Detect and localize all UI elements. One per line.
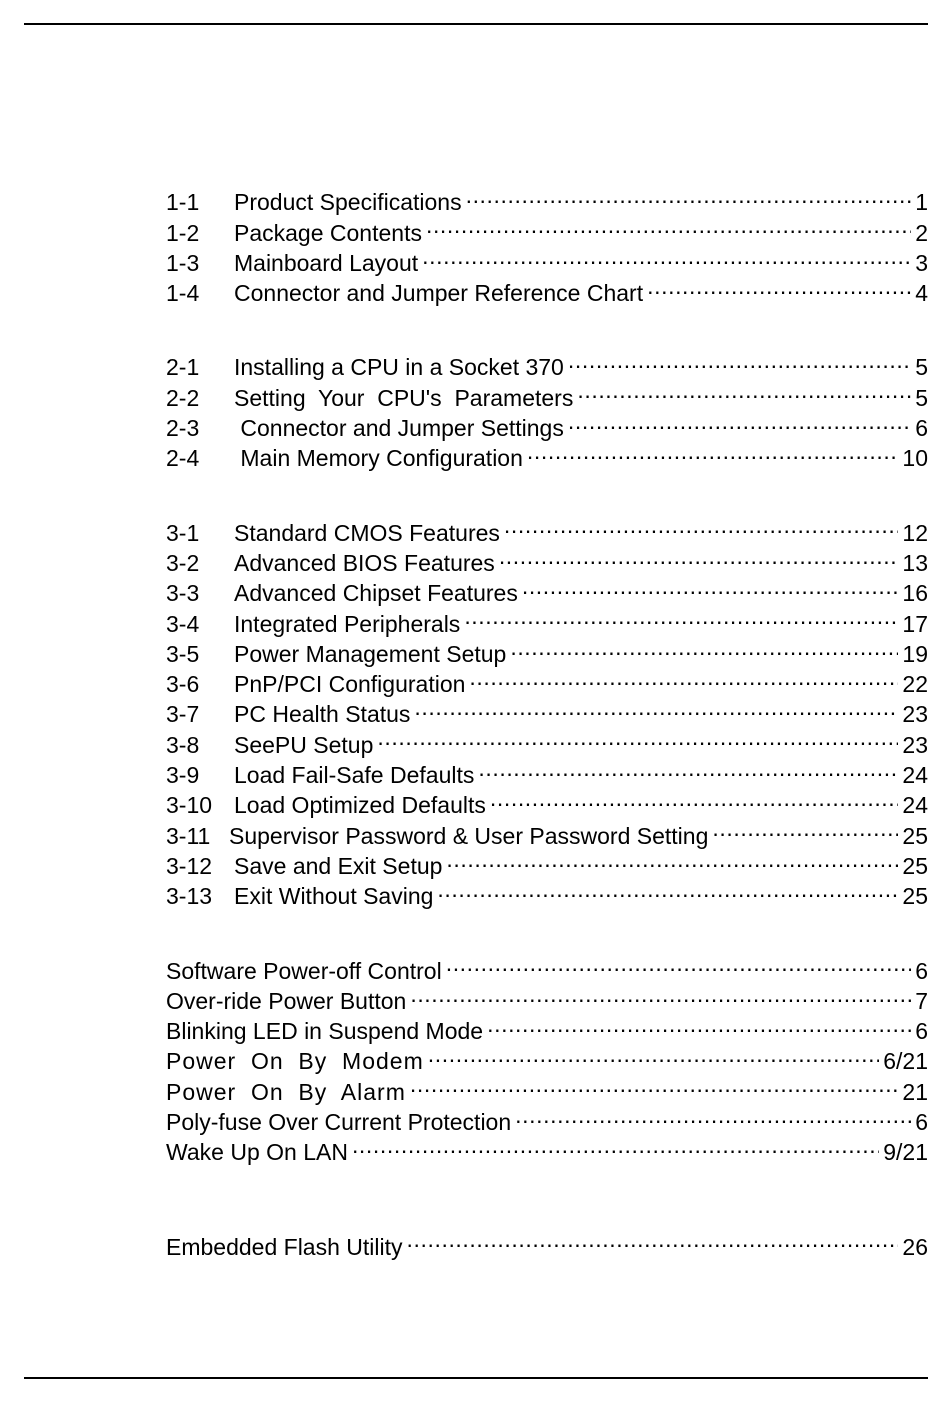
entry-page: 6 <box>915 415 928 442</box>
entry-title: Wake Up On LAN <box>166 1139 348 1166</box>
entry-page: 6 <box>915 957 928 984</box>
dot-leader <box>469 662 898 692</box>
dot-leader <box>437 874 898 904</box>
dot-leader <box>527 436 899 466</box>
entry-page: 5 <box>915 354 928 381</box>
dot-leader <box>407 1224 899 1254</box>
top-rule <box>24 23 928 25</box>
toc-entry[interactable] <box>166 345 928 381</box>
entry-title: Embedded Flash Utility <box>166 1233 403 1260</box>
dot-leader <box>428 1039 879 1069</box>
entry-number: 3-11 <box>166 822 211 849</box>
entry-page: 23 <box>902 701 928 728</box>
dot-leader <box>504 510 899 540</box>
dot-leader <box>490 783 899 813</box>
entry-title: Integrated Peripherals <box>234 610 461 637</box>
toc-entry[interactable] <box>166 180 928 216</box>
entry-title: Exit Without Saving <box>234 883 434 910</box>
entry-title: Power On By Modem <box>166 1048 424 1075</box>
dot-leader <box>464 601 898 631</box>
entry-page: 21 <box>902 1078 928 1105</box>
entry-page: 23 <box>902 731 928 758</box>
dot-leader <box>426 210 911 240</box>
entry-number: 2-2 <box>166 384 200 411</box>
toc-section-3 <box>166 510 928 910</box>
entry-page: 25 <box>902 883 928 910</box>
entry-page: 4 <box>915 280 928 307</box>
entry-page: 5 <box>915 384 928 411</box>
entry-number: 2-3 <box>166 415 200 442</box>
dot-leader <box>446 948 912 978</box>
entry-title: Load Fail-Safe Defaults <box>234 762 475 789</box>
table-of-contents <box>166 180 928 1260</box>
entry-page: 2 <box>915 219 928 246</box>
entry-page: 10 <box>902 445 928 472</box>
entry-title: PnP/PCI Configuration <box>234 671 466 698</box>
entry-number: 1-1 <box>166 189 200 216</box>
dot-leader <box>377 722 898 752</box>
entry-number: 3-8 <box>166 731 200 758</box>
toc-section-utility <box>166 1224 928 1260</box>
entry-number: 3-7 <box>166 701 200 728</box>
entry-number: 1-4 <box>166 280 200 307</box>
entry-title: Over-ride Power Button <box>166 987 407 1014</box>
entry-title: Package Contents <box>234 219 422 246</box>
entry-title: Supervisor Password & User Password Setting <box>229 822 709 849</box>
entry-title: Advanced BIOS Features <box>234 549 495 576</box>
entry-title: Connector and Jumper Settings <box>234 415 564 442</box>
entry-page: 22 <box>902 671 928 698</box>
entry-number: 1-3 <box>166 249 200 276</box>
entry-page: 6 <box>915 1109 928 1136</box>
dot-leader <box>414 692 898 722</box>
entry-page: 19 <box>902 640 928 667</box>
dot-leader <box>478 753 898 783</box>
entry-title: Advanced Chipset Features <box>234 580 518 607</box>
dot-leader <box>487 1009 911 1039</box>
entry-title: Standard CMOS Features <box>234 519 500 546</box>
entry-number: 3-13 <box>166 883 213 910</box>
entry-page: 17 <box>902 610 928 637</box>
bottom-rule <box>24 1377 928 1379</box>
entry-title: Load Optimized Defaults <box>234 792 486 819</box>
entry-page: 26 <box>902 1233 928 1260</box>
dot-leader <box>466 180 912 210</box>
dot-leader <box>422 241 911 271</box>
dot-leader <box>510 632 898 662</box>
dot-leader <box>568 345 911 375</box>
entry-page: 1 <box>915 189 928 216</box>
entry-number: 3-10 <box>166 792 213 819</box>
dot-leader <box>577 375 911 405</box>
entry-title: Save and Exit Setup <box>234 852 443 879</box>
dot-leader <box>352 1130 879 1160</box>
entry-title: Main Memory Configuration <box>234 445 523 472</box>
dot-leader <box>410 979 911 1009</box>
dot-leader <box>515 1100 911 1130</box>
entry-page: 16 <box>902 580 928 607</box>
entry-number: 3-6 <box>166 671 200 698</box>
entry-page: 25 <box>902 852 928 879</box>
dot-leader <box>522 571 899 601</box>
dot-leader <box>568 406 911 436</box>
entry-page: 25 <box>902 822 928 849</box>
entry-page: 12 <box>902 519 928 546</box>
entry-number: 3-2 <box>166 549 200 576</box>
entry-title: Mainboard Layout <box>234 249 419 276</box>
entry-title: PC Health Status <box>234 701 411 728</box>
dot-leader <box>647 271 911 301</box>
entry-number: 3-12 <box>166 852 213 879</box>
toc-entry[interactable] <box>166 1224 928 1260</box>
entry-title: Product Specifications <box>234 189 462 216</box>
entry-title: Power On By Alarm <box>166 1078 406 1105</box>
entry-page: 24 <box>902 792 928 819</box>
toc-section-1 <box>166 180 928 307</box>
entry-number: 3-3 <box>166 580 200 607</box>
dot-leader <box>712 813 898 843</box>
entry-page: 6 <box>915 1018 928 1045</box>
entry-number: 3-4 <box>166 610 200 637</box>
entry-number: 3-5 <box>166 640 200 667</box>
entry-page: 24 <box>902 762 928 789</box>
dot-leader <box>446 844 898 874</box>
entry-title: Software Power-off Control <box>166 957 442 984</box>
entry-page: 6/21 <box>883 1048 928 1075</box>
entry-number: 1-2 <box>166 219 200 246</box>
entry-title: Setting Your CPU's Parameters <box>234 384 574 411</box>
entry-page: 7 <box>915 987 928 1014</box>
entry-title: Blinking LED in Suspend Mode <box>166 1018 484 1045</box>
entry-title: Power Management Setup <box>234 640 507 667</box>
entry-title: SeePU Setup <box>234 731 374 758</box>
toc-section-2 <box>166 345 928 472</box>
toc-section-features <box>166 948 928 1166</box>
entry-page: 13 <box>902 549 928 576</box>
entry-title: Poly-fuse Over Current Protection <box>166 1109 512 1136</box>
entry-page: 3 <box>915 249 928 276</box>
dot-leader <box>499 541 899 571</box>
entry-page: 9/21 <box>883 1139 928 1166</box>
entry-title: Connector and Jumper Reference Chart <box>234 280 644 307</box>
toc-entry[interactable] <box>166 948 928 984</box>
entry-number: 2-1 <box>166 354 200 381</box>
dot-leader <box>410 1069 899 1099</box>
entry-number: 3-9 <box>166 762 200 789</box>
entry-number: 3-1 <box>166 519 200 546</box>
entry-title: Installing a CPU in a Socket 370 <box>234 354 564 381</box>
entry-number: 2-4 <box>166 445 200 472</box>
toc-entry[interactable] <box>166 510 928 546</box>
